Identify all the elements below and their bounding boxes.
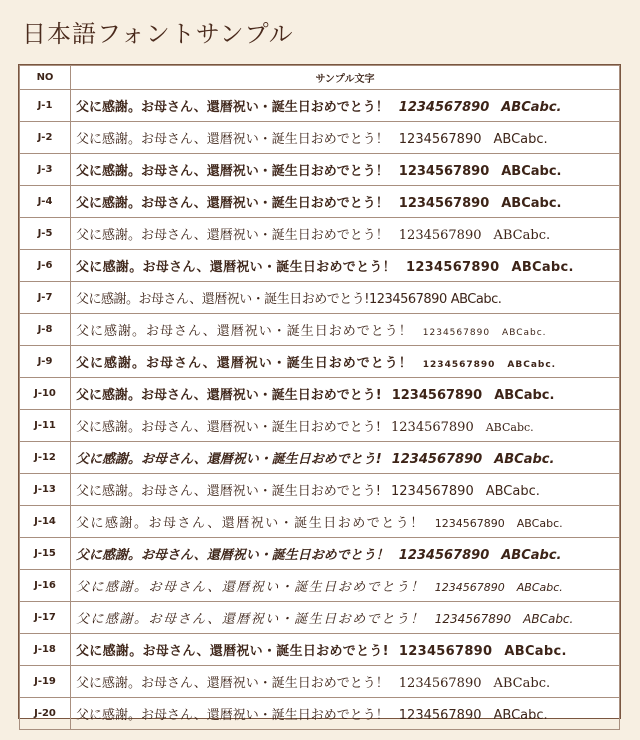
sample-japanese-text: 父に感謝。お母さん、還暦祝い・誕生日おめでとう！ — [76, 548, 389, 563]
sample-digits-text: 1234567890 — [434, 612, 512, 626]
sample-digits-text: 1234567890 — [369, 292, 447, 307]
font-number-cell: J-17 — [20, 602, 71, 634]
font-sample-cell — [71, 90, 620, 122]
sample-japanese-text: 父に感謝。お母さん、還暦祝い・誕生日おめでとう！ — [76, 516, 425, 531]
sample-digits-text: 1234567890 — [398, 644, 493, 659]
sample-latin-text: ABCabc. — [516, 581, 563, 594]
font-sample-cell — [71, 378, 620, 410]
sample-latin-text: ABCabc. — [504, 644, 567, 659]
sample-digits-text: 1234567890 — [398, 228, 482, 243]
table-row — [20, 698, 620, 730]
table-row — [20, 378, 620, 410]
font-sample-table — [19, 65, 620, 730]
font-number-cell: J-19 — [20, 666, 71, 698]
sample-digits-text: 1234567890 — [391, 452, 483, 467]
table-row — [20, 314, 620, 346]
font-number-cell: J-12 — [20, 442, 71, 474]
font-sample-cell — [71, 186, 620, 218]
font-sample-cell — [71, 218, 620, 250]
font-sample-cell — [71, 538, 620, 570]
page-title: 日本語フォントサンプル — [22, 20, 294, 48]
font-number-cell: J-11 — [20, 410, 71, 442]
sample-latin-text: ABCabc. — [494, 452, 555, 467]
table-row — [20, 442, 620, 474]
sample-digits-text: 1234567890 — [422, 328, 491, 338]
font-sample-cell — [71, 250, 620, 282]
sample-latin-text: ABCabc. — [501, 164, 562, 179]
font-number-cell: J-14 — [20, 506, 71, 538]
font-sample-cell — [71, 634, 620, 666]
table-row — [20, 570, 620, 602]
font-sample-cell — [71, 602, 620, 634]
sample-latin-text: ABCabc. — [507, 360, 557, 370]
sample-japanese-text: 父に感謝。お母さん、還暦祝い・誕生日おめでとう！ — [76, 132, 389, 147]
header-no: NO — [20, 66, 71, 90]
font-number-cell: J-13 — [20, 474, 71, 506]
font-number-cell: J-10 — [20, 378, 71, 410]
font-sample-cell — [71, 154, 620, 186]
font-sample-cell — [71, 282, 620, 314]
font-number-cell: J-7 — [20, 282, 71, 314]
table-row — [20, 154, 620, 186]
sample-japanese-text: 父に感謝。お母さん、還暦祝い・誕生日おめでとう！ — [76, 228, 389, 243]
sample-japanese-text: 父に感謝。お母さん、還暦祝い・誕生日おめでとう！ — [76, 260, 396, 275]
sample-digits-text: 1234567890 — [391, 484, 474, 499]
font-sample-cell — [71, 410, 620, 442]
font-number-cell: J-2 — [20, 122, 71, 154]
font-number-cell: J-4 — [20, 186, 71, 218]
font-number-cell: J-8 — [20, 314, 71, 346]
font-number-cell: J-3 — [20, 154, 71, 186]
sample-latin-text: ABCabc. — [501, 548, 562, 563]
sample-digits-text: 1234567890 — [434, 517, 505, 530]
font-sample-cell — [71, 506, 620, 538]
font-number-cell: J-15 — [20, 538, 71, 570]
table-row — [20, 666, 620, 698]
font-sample-cell — [71, 442, 620, 474]
sample-latin-text: ABCabc. — [494, 388, 555, 403]
sample-digits-text: 1234567890 — [398, 164, 490, 179]
table-row — [20, 410, 620, 442]
sample-digits-text: 1234567890 — [398, 548, 490, 563]
font-sample-cell — [71, 570, 620, 602]
sample-japanese-text: 父に感謝。お母さん、還暦祝い・誕生日おめでとう！ — [76, 164, 389, 179]
font-sample-cell — [71, 122, 620, 154]
font-number-cell: J-16 — [20, 570, 71, 602]
sample-japanese-text: 父に感謝。お母さん、還暦祝い・誕生日おめでとう！ — [76, 676, 389, 691]
table-row — [20, 90, 620, 122]
sample-latin-text: ABCabc. — [493, 228, 551, 243]
sample-latin-text: ABCabc. — [485, 421, 534, 434]
font-sample-cell — [71, 474, 620, 506]
font-sample-cell — [71, 666, 620, 698]
sample-latin-text: ABCabc. — [523, 612, 574, 626]
font-sample-cell — [71, 346, 620, 378]
sample-latin-text: ABCabc. — [501, 196, 562, 211]
table-row — [20, 122, 620, 154]
table-body — [20, 90, 620, 730]
sample-latin-text: ABCabc. — [493, 708, 548, 723]
sample-japanese-text: 父に感謝。お母さん、還暦祝い・誕生日おめでとう! — [76, 292, 369, 307]
font-sample-cell — [71, 314, 620, 346]
sample-latin-text: ABCabc. — [485, 484, 540, 499]
sample-japanese-text: 父に感謝。お母さん、還暦祝い・誕生日おめでとう！ — [76, 196, 389, 211]
table-row — [20, 474, 620, 506]
table-row — [20, 186, 620, 218]
font-number-cell: J-5 — [20, 218, 71, 250]
table-row — [20, 506, 620, 538]
sample-japanese-text: 父に感謝。お母さん、還暦祝い・誕生日おめでとう！ — [76, 612, 425, 627]
font-number-cell: J-6 — [20, 250, 71, 282]
sample-latin-text: ABCabc. — [501, 100, 562, 115]
font-sample-table-container — [18, 64, 621, 723]
sample-latin-text: ABCabc. — [450, 292, 502, 307]
font-sample-cell — [71, 698, 620, 730]
sample-latin-text: ABCabc. — [511, 260, 574, 275]
table-row — [20, 282, 620, 314]
table-row — [20, 634, 620, 666]
sample-japanese-text: 父に感謝。お母さん、還暦祝い・誕生日おめでとう! — [76, 452, 382, 467]
sample-japanese-text: 父に感謝。お母さん、還暦祝い・誕生日おめでとう！ — [76, 324, 413, 339]
sample-latin-text: ABCabc. — [493, 676, 551, 691]
sample-japanese-text: 父に感謝。お母さん、還暦祝い・誕生日おめでとう! — [76, 644, 389, 659]
sample-digits-text: 1234567890 — [391, 420, 474, 435]
sample-japanese-text: 父に感謝。お母さん、還暦祝い・誕生日おめでとう！ — [76, 708, 389, 723]
table-row — [20, 602, 620, 634]
sample-digits-text: 1234567890 — [398, 100, 490, 115]
table-row — [20, 346, 620, 378]
sample-japanese-text: 父に感謝。お母さん、還暦祝い・誕生日おめでとう! — [76, 420, 382, 435]
sample-digits-text: 1234567890 — [434, 581, 505, 594]
font-number-cell: J-20 — [20, 698, 71, 730]
sample-digits-text: 1234567890 — [405, 260, 500, 275]
font-number-cell: J-1 — [20, 90, 71, 122]
table-row — [20, 250, 620, 282]
font-number-cell: J-9 — [20, 346, 71, 378]
font-number-cell: J-18 — [20, 634, 71, 666]
table-header-row — [20, 66, 620, 90]
table-row — [20, 218, 620, 250]
sample-digits-text: 1234567890 — [398, 708, 482, 723]
sample-digits-text: 1234567890 — [422, 360, 496, 370]
sample-digits-text: 1234567890 — [391, 388, 483, 403]
sample-latin-text: ABCabc. — [502, 328, 547, 338]
sample-digits-text: 1234567890 — [398, 676, 482, 691]
sample-japanese-text: 父に感謝。お母さん、還暦祝い・誕生日おめでとう! — [76, 484, 381, 499]
sample-japanese-text: 父に感謝。お母さん、還暦祝い・誕生日おめでとう！ — [76, 100, 389, 115]
sample-digits-text: 1234567890 — [398, 196, 490, 211]
sample-japanese-text: 父に感謝。お母さん、還暦祝い・誕生日おめでとう！ — [76, 580, 425, 595]
header-sample: サンプル文字 — [71, 66, 620, 90]
sample-digits-text: 1234567890 — [398, 132, 482, 147]
sample-latin-text: ABCabc. — [516, 517, 563, 530]
sample-japanese-text: 父に感謝。お母さん、還暦祝い・誕生日おめでとう！ — [76, 356, 413, 371]
sample-japanese-text: 父に感謝。お母さん、還暦祝い・誕生日おめでとう! — [76, 388, 382, 403]
sample-latin-text: ABCabc. — [493, 132, 548, 147]
table-row — [20, 538, 620, 570]
